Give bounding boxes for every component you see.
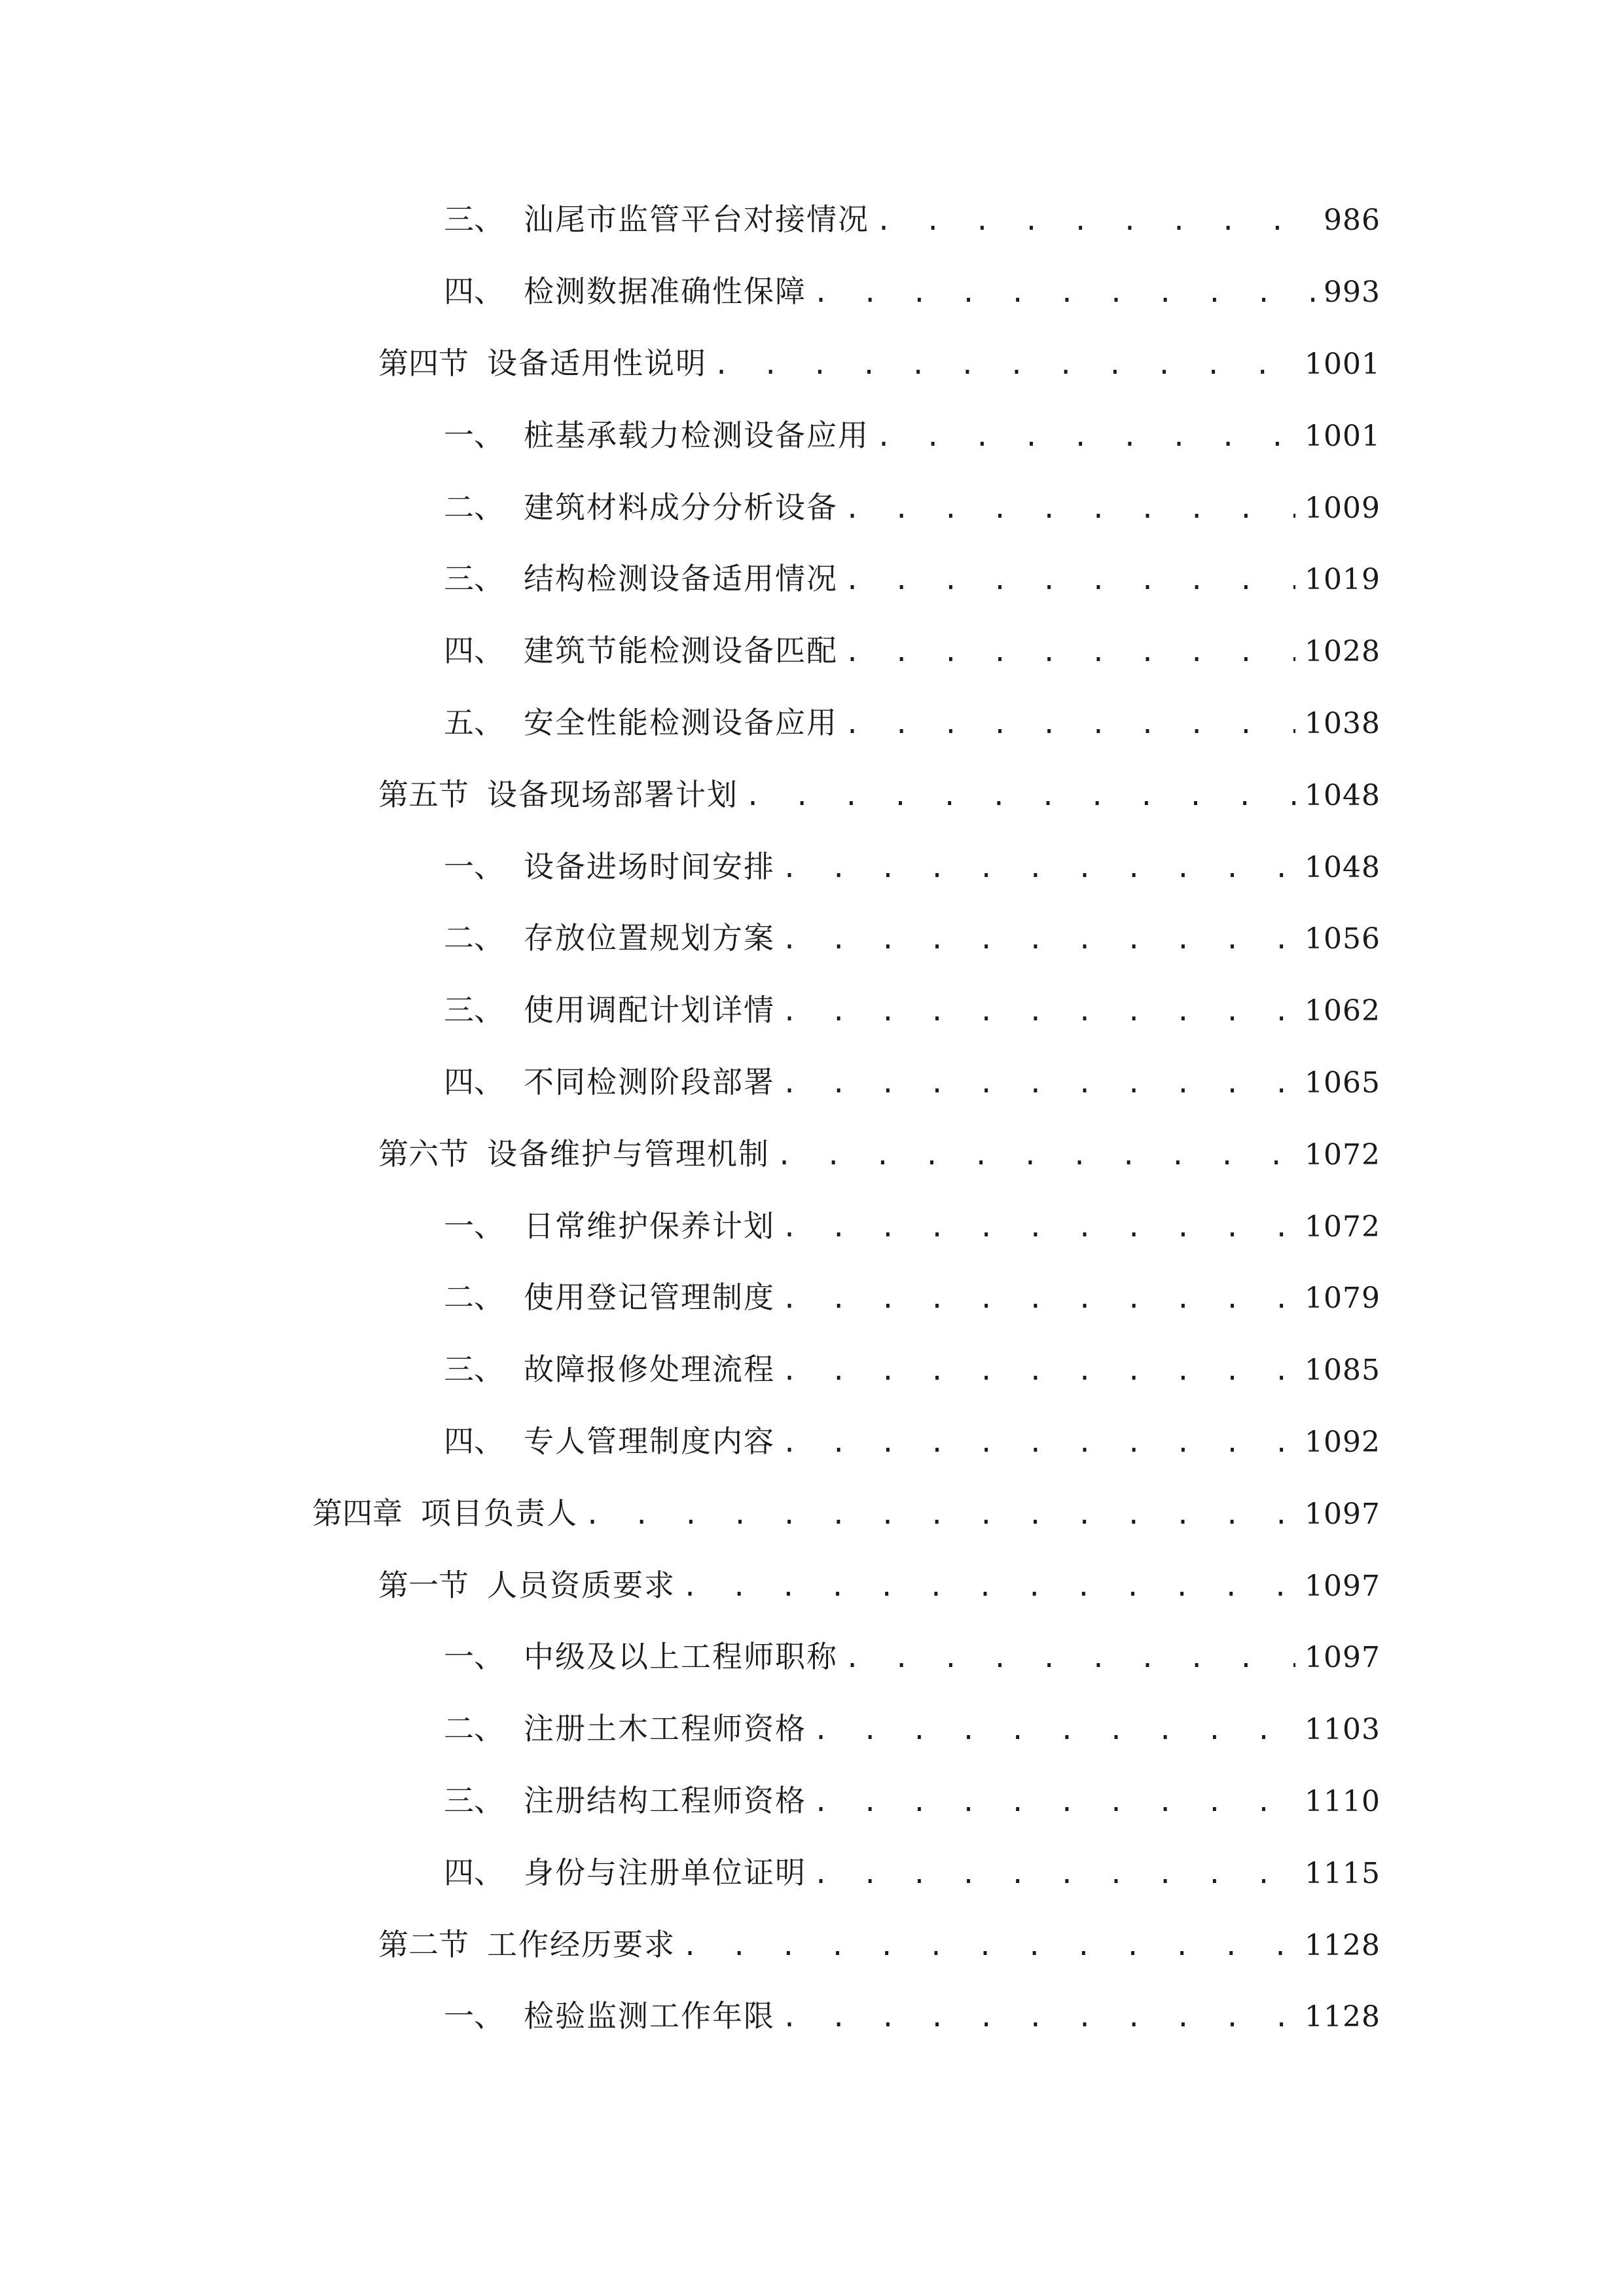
toc-entry[interactable] [444, 628, 1380, 673]
dot-leader [813, 1780, 1295, 1825]
toc-entry-number: 一、 [444, 849, 504, 884]
toc-entry[interactable] [378, 772, 1380, 817]
toc-entry-number: 二、 [444, 1280, 504, 1315]
toc-entry-title: 注册土木工程师资格 [524, 1711, 806, 1746]
toc-entry[interactable] [312, 1490, 1380, 1536]
dot-leader [682, 1564, 1295, 1610]
dot-leader [844, 1636, 1295, 1681]
toc-entry[interactable] [444, 700, 1380, 745]
toc-entry[interactable] [444, 1778, 1380, 1823]
toc-entry-title: 人员资质要求 [487, 1568, 676, 1603]
toc-entry[interactable] [378, 1131, 1380, 1177]
toc-entry-number: 三、 [444, 202, 504, 237]
dot-leader [585, 1492, 1295, 1538]
toc-entry-title: 存放位置规划方案 [524, 920, 775, 956]
toc-entry[interactable] [444, 1059, 1380, 1105]
toc-entry-page-number: 1092 [1305, 1426, 1380, 1459]
toc-entry-page-number: 1048 [1305, 851, 1380, 884]
toc-entry-page-number: 1028 [1305, 635, 1380, 668]
toc-entry-number: 三、 [444, 1352, 504, 1387]
toc-entry-page-number: 1001 [1305, 348, 1380, 381]
toc-entry-number: 三、 [444, 561, 504, 596]
toc-entry-title: 安全性能检测设备应用 [524, 705, 838, 740]
toc-entry-number: 四、 [444, 274, 504, 309]
toc-entry-number: 四、 [444, 1424, 504, 1459]
toc-entry-page-number: 1072 [1305, 1138, 1380, 1172]
toc-entry-page-number: 1048 [1305, 779, 1380, 812]
toc-entry[interactable] [444, 268, 1380, 314]
toc-entry-page-number: 1085 [1305, 1354, 1380, 1387]
toc-entry-page-number: 1019 [1305, 563, 1380, 596]
toc-entry-title: 工作经历要求 [487, 1927, 676, 1962]
toc-entry[interactable] [444, 1418, 1380, 1464]
dot-leader [782, 917, 1295, 963]
dot-leader [813, 1852, 1295, 1897]
dot-leader [713, 342, 1295, 388]
toc-entry-page-number: 993 [1324, 276, 1380, 309]
toc-entry-page-number: 1079 [1305, 1282, 1380, 1315]
dot-leader [782, 1420, 1295, 1466]
toc-entry-title: 设备现场部署计划 [487, 777, 738, 812]
dot-leader [782, 1995, 1295, 2041]
toc-entry-page-number: 986 [1324, 204, 1380, 237]
toc-entry-number: 四、 [444, 1855, 504, 1890]
toc-entry[interactable] [444, 556, 1380, 601]
toc-entry-title: 日常维护保养计划 [524, 1208, 775, 1244]
toc-entry-number: 四、 [444, 1064, 504, 1100]
toc-entry-page-number: 1056 [1305, 922, 1380, 956]
toc-entry-title: 结构检测设备适用情况 [524, 561, 838, 596]
toc-entry-title: 设备维护与管理机制 [487, 1136, 770, 1172]
toc-entry[interactable] [444, 1634, 1380, 1679]
toc-entry-title: 专人管理制度内容 [524, 1424, 775, 1459]
toc-entry-number: 五、 [444, 705, 504, 740]
toc-entry[interactable] [444, 196, 1380, 242]
toc-entry-page-number: 1097 [1305, 1570, 1380, 1603]
dot-leader [682, 1924, 1295, 1969]
toc-entry[interactable] [444, 987, 1380, 1033]
dot-leader [813, 1708, 1295, 1753]
toc-entry-page-number: 1097 [1305, 1498, 1380, 1531]
toc-entry[interactable] [444, 1706, 1380, 1751]
toc-entry-number: 二、 [444, 920, 504, 956]
toc-entry-title: 注册结构工程师资格 [524, 1783, 806, 1818]
toc-entry-title: 建筑材料成分分析设备 [524, 490, 838, 525]
dot-leader [876, 198, 1314, 244]
dot-leader [844, 486, 1295, 532]
dot-leader [844, 558, 1295, 603]
toc-entry[interactable] [378, 1922, 1380, 1967]
toc-entry-title: 项目负责人 [421, 1496, 578, 1531]
toc-entry-number: 第五节 [378, 777, 469, 812]
toc-entry-page-number: 1062 [1305, 994, 1380, 1028]
toc-entry-title: 不同检测阶段部署 [524, 1064, 775, 1100]
toc-entry[interactable] [444, 1346, 1380, 1392]
toc-entry-number: 二、 [444, 490, 504, 525]
toc-entry-number: 第一节 [378, 1568, 469, 1603]
toc-entry-page-number: 1065 [1305, 1066, 1380, 1100]
dot-leader [844, 630, 1295, 675]
toc-entry-title: 设备进场时间安排 [524, 849, 775, 884]
toc-entry-title: 使用登记管理制度 [524, 1280, 775, 1315]
toc-entry-title: 汕尾市监管平台对接情况 [524, 202, 869, 237]
dot-leader [813, 270, 1314, 316]
toc-entry-page-number: 1038 [1305, 707, 1380, 740]
toc-entry-title: 身份与注册单位证明 [524, 1855, 806, 1890]
dot-leader [782, 1205, 1295, 1251]
toc-entry-page-number: 1072 [1305, 1210, 1380, 1244]
toc-entry-number: 一、 [444, 418, 504, 453]
toc-entry-page-number: 1009 [1305, 492, 1380, 525]
toc-entry-number: 三、 [444, 992, 504, 1028]
toc-entry-title: 建筑节能检测设备匹配 [524, 633, 838, 668]
toc-entry-title: 使用调配计划详情 [524, 992, 775, 1028]
toc-entry[interactable] [444, 412, 1380, 458]
toc-entry-title: 故障报修处理流程 [524, 1352, 775, 1387]
toc-entry-number: 第四章 [312, 1496, 403, 1531]
toc-entry-page-number: 1110 [1305, 1785, 1380, 1818]
toc-entry-page-number: 1001 [1305, 420, 1380, 453]
dot-leader [782, 1348, 1295, 1394]
dot-leader [782, 846, 1295, 891]
toc-entry-page-number: 1097 [1305, 1641, 1380, 1674]
dot-leader [745, 774, 1295, 819]
dot-leader [876, 414, 1295, 460]
toc-entry-title: 中级及以上工程师职称 [524, 1639, 838, 1674]
toc-entry[interactable] [444, 915, 1380, 961]
toc-entry-number: 二、 [444, 1711, 504, 1746]
toc-entry[interactable] [444, 1274, 1380, 1320]
toc-entry-number: 第二节 [378, 1927, 469, 1962]
dot-leader [844, 702, 1295, 747]
toc-entry-number: 三、 [444, 1783, 504, 1818]
toc-entry-number: 一、 [444, 1998, 504, 2034]
toc-entry-page-number: 1128 [1305, 1929, 1380, 1962]
toc-entry-title: 检测数据准确性保障 [524, 274, 806, 309]
toc-entry[interactable] [444, 1850, 1380, 1895]
toc-entry-number: 一、 [444, 1639, 504, 1674]
toc-entry-page-number: 1103 [1305, 1713, 1380, 1746]
toc-entry[interactable] [444, 844, 1380, 889]
toc-entry-title: 桩基承载力检测设备应用 [524, 418, 869, 453]
toc-entry[interactable] [378, 1562, 1380, 1608]
toc-entry[interactable] [444, 1993, 1380, 2039]
toc-entry-number: 第四节 [378, 346, 469, 381]
toc-entry-page-number: 1128 [1305, 2000, 1380, 2034]
toc-entry-title: 检验监测工作年限 [524, 1998, 775, 2034]
toc-entry[interactable] [444, 484, 1380, 530]
toc-entry-page-number: 1115 [1305, 1857, 1380, 1890]
dot-leader [782, 1061, 1295, 1107]
toc-entry-number: 四、 [444, 633, 504, 668]
toc-entry-number: 第六节 [378, 1136, 469, 1172]
toc-entry-number: 一、 [444, 1208, 504, 1244]
toc-entry[interactable] [444, 1203, 1380, 1249]
dot-leader [782, 989, 1295, 1035]
toc-entry-title: 设备适用性说明 [487, 346, 707, 381]
dot-leader [776, 1133, 1295, 1179]
dot-leader [782, 1276, 1295, 1322]
toc-entry[interactable] [378, 340, 1380, 386]
